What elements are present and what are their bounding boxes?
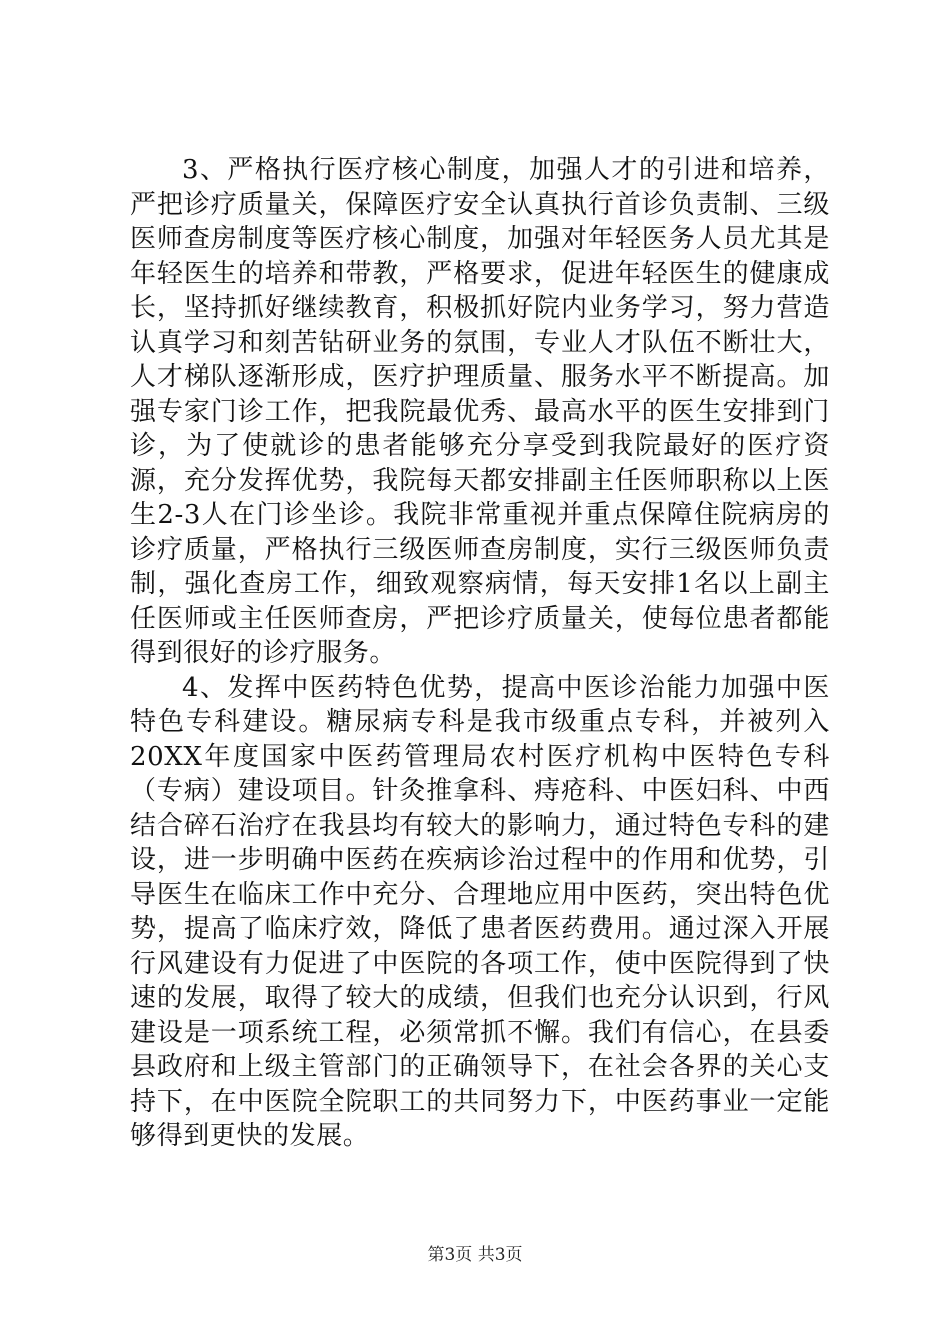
document-body — [130, 153, 830, 1154]
page-number-footer: 第3页 共3页 — [427, 1245, 523, 1265]
paragraph-4: 4、发挥中医药特色优势，提高中医诊治能力加强中医特色专科建设。糖尿病专科是我市级重点专科，并被列入20XX年度国家中医药管理局农村医疗机构中医特色专科（专病）建设项目。针灸推拿科、痔疮科、中医妇科、中西结合碎石治疗在我县均有较大的影响力，通过特色专科的建设，进一步明确中医药在疾病诊治过程中的作用和优势，引导医生在临床工作中充分、合理地应用中医药，突出特色优势，提高了临床疗效，降低了患者医药费用。通过深入开展行风建设有力促进了中医院的各项工作，使中医院得到了快速的发展，取得了较大的成绩，但我们也充分认识到，行风建设是一项系统工程，必须常抓不懈。我们有信心，在县委县政府和上级主管部门的正确领导下，在社会各界的关心支持下，在中医院全院职工的共同努力下，中医药事业一定能够得到更快的发展。 — [130, 672, 830, 1151]
paragraph-3: 3、严格执行医疗核心制度，加强人才的引进和培养，严把诊疗质量关，保障医疗安全认真执行首诊负责制、三级医师查房制度等医疗核心制度，加强对年轻医务人员尤其是年轻医生的培养和带教，严格要求，促进年轻医生的健康成长，坚持抓好继续教育，积极抓好院内业务学习，努力营造认真学习和刻苦钻研业务的氛围，专业人才队伍不断壮大，人才梯队逐渐形成，医疗护理质量、服务水平不断提高。加强专家门诊工作，把我院最优秀、最高水平的医生安排到门诊，为了使就诊的患者能够充分享受到我院最好的医疗资源，充分发挥优势，我院每天都安排副主任医师职称以上医生2-3人在门诊坐诊。我院非常重视并重点保障住院病房的诊疗质量，严格执行三级医师查房制度，实行三级医师负责制，强化查房工作，细致观察病情，每天安排1名以上副主任医师或主任医师查房，严把诊疗质量关，使每位患者都能得到很好的诊疗服务。 — [130, 155, 830, 668]
